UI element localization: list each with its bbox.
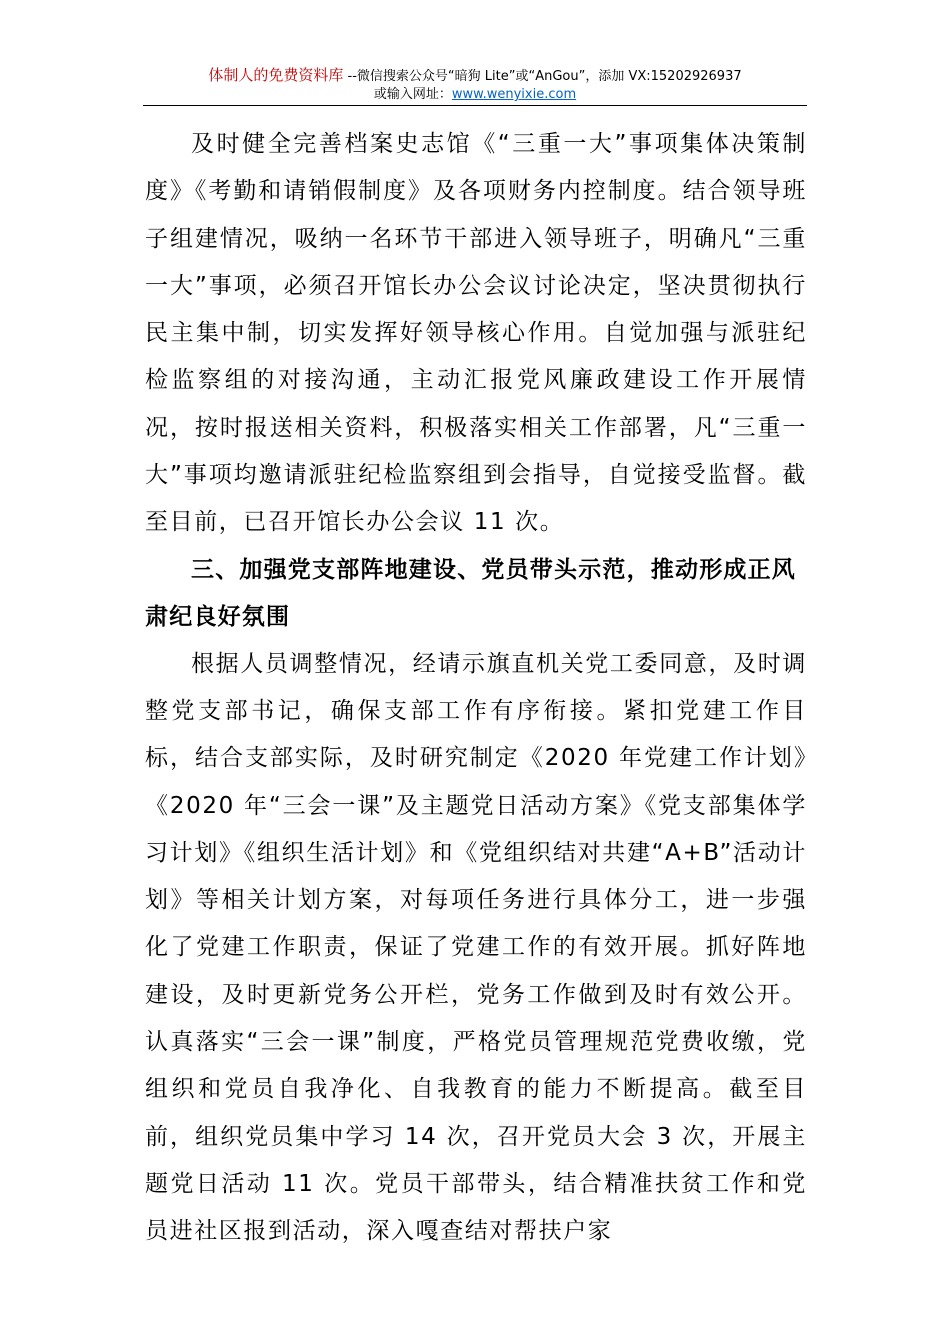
section-heading: 三、加强党支部阵地建设、党员带头示范，推动形成正风肃纪良好氛围 bbox=[145, 556, 796, 630]
page-header bbox=[0, 66, 950, 104]
header-line-2 bbox=[0, 86, 950, 104]
header-brand: 体制人的免费资料库 bbox=[208, 66, 344, 84]
header-url-link[interactable]: www.wenyixie.com bbox=[451, 87, 577, 102]
document-body bbox=[145, 121, 807, 1256]
header-info: --微信搜索公众号“暗狗 Lite”或“AnGou”，添加 VX:15202926937 bbox=[343, 69, 742, 84]
body-paragraph-2: 根据人员调整情况，经请示旗直机关党工委同意，及时调整党支部书记，确保支部工作有序衔接。紧扣党建工作目标，结合支部实际，及时研究制定《2020 年党建工作计划》《2020 年“三会一课”及主题党日活动方案》《党支部集体学习计划》《组织生活计划》和《党组织结对共建“A+B”活动计划》等相关计划方案，对每项任务进行具体分工，进一步强化了党建工作职责，保证了党建工作的有效开展。抓好阵地建设，及时更新党务公开栏，党务工作做到及时有效公开。认真落实“三会一课”制度，严格党员管理规范党费收缴，党组织和党员自我净化、自我教育的能力不断提高。截至目前，组织党员集中学习 14 次，召开党员大会 3 次，开展主题党日活动 11 次。党员干部带头，结合精准扶贫工作和党员进社区报到活动，深入嘎查结对帮扶户家 bbox=[145, 650, 807, 1245]
header-divider bbox=[143, 105, 807, 106]
header-line-1 bbox=[0, 66, 950, 86]
header-url-label: 或输入网址： bbox=[373, 87, 452, 102]
body-paragraph-1: 及时健全完善档案史志馆《“三重一大”事项集体决策制度》《考勤和请销假制度》及各项财务内控制度。结合领导班子组建情况，吸纳一名环节干部进入领导班子，明确凡“三重一大”事项，必须召开馆长办公会议讨论决定，坚决贯彻执行民主集中制，切实发挥好领导核心作用。自觉加强与派驻纪检监察组的对接沟通，主动汇报党风廉政建设工作开展情况，按时报送相关资料，积极落实相关工作部署，凡“三重一大”事项均邀请派驻纪检监察组到会指导，自觉接受监督。截至目前，已召开馆长办公会议 11 次。 bbox=[145, 131, 807, 536]
